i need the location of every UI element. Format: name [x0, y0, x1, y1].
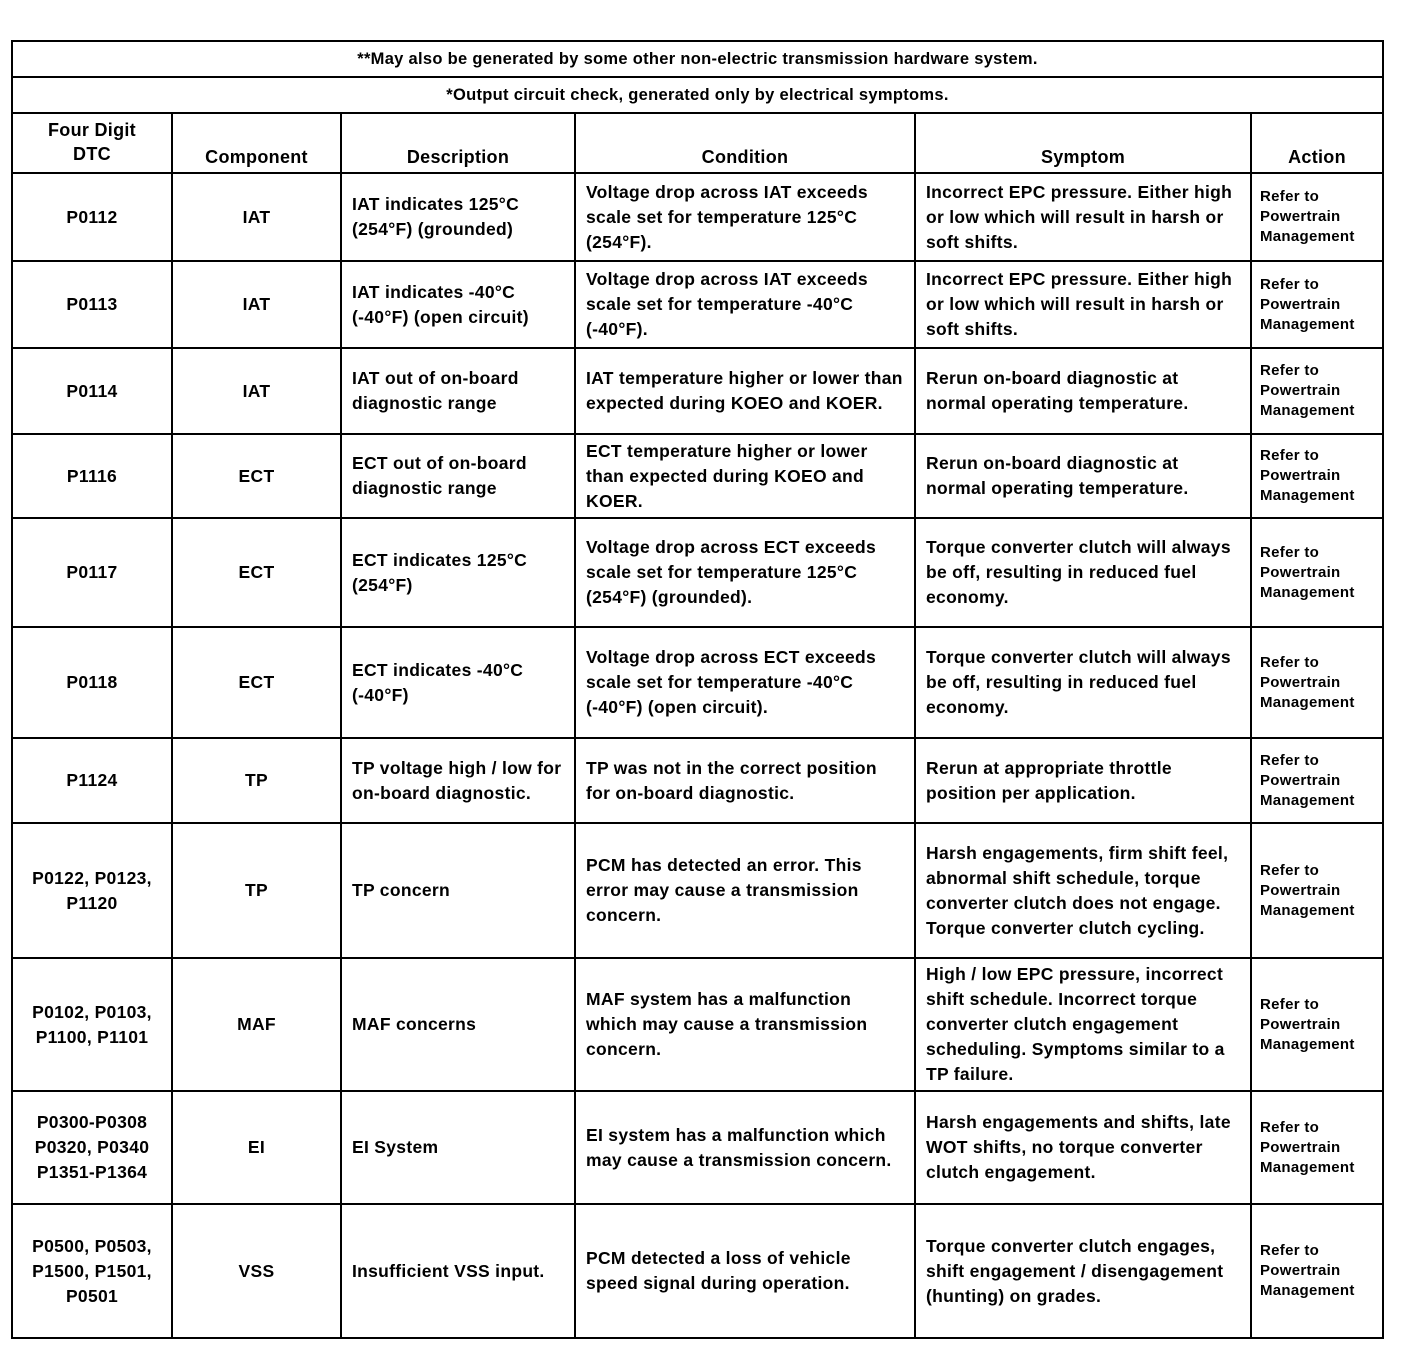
component-cell: MAF	[172, 958, 341, 1091]
condition-cell: ECT temperature higher or lower than expected during KOEO and KOER.	[575, 434, 915, 518]
table-row	[12, 518, 1383, 627]
dtc-cell: P0113	[12, 261, 172, 348]
dtc-cell: P0122, P0123, P1120	[12, 823, 172, 958]
action-cell: Refer to Powertrain Management	[1251, 627, 1383, 738]
symptom-cell: Rerun on-board diagnostic at normal operating temperature.	[915, 434, 1251, 518]
description-cell: MAF concerns	[341, 958, 575, 1091]
header-description: Description	[341, 113, 575, 173]
component-cell: ECT	[172, 627, 341, 738]
description-cell: ECT indicates 125°C (254°F)	[341, 518, 575, 627]
description-cell: IAT indicates 125°C (254°F) (grounded)	[341, 173, 575, 261]
condition-cell: TP was not in the correct position for on-board diagnostic.	[575, 738, 915, 823]
table-row	[12, 434, 1383, 518]
component-cell: TP	[172, 823, 341, 958]
dtc-cell: P0300-P0308 P0320, P0340 P1351-P1364	[12, 1091, 172, 1204]
component-cell: VSS	[172, 1204, 341, 1338]
condition-cell: EI system has a malfunction which may cause a transmission concern.	[575, 1091, 915, 1204]
condition-cell: Voltage drop across ECT exceeds scale set for temperature 125°C (254°F) (grounded).	[575, 518, 915, 627]
header-action: Action	[1251, 113, 1383, 173]
component-cell: EI	[172, 1091, 341, 1204]
action-cell: Refer to Powertrain Management	[1251, 958, 1383, 1091]
description-cell: ECT out of on-board diagnostic range	[341, 434, 575, 518]
condition-cell: IAT temperature higher or lower than expected during KOEO and KOER.	[575, 348, 915, 434]
dtc-cell: P1124	[12, 738, 172, 823]
condition-cell: PCM has detected an error. This error may cause a transmission concern.	[575, 823, 915, 958]
dtc-cell: P0112	[12, 173, 172, 261]
table-row	[12, 958, 1383, 1091]
dtc-cell: P0117	[12, 518, 172, 627]
dtc-cell: P0118	[12, 627, 172, 738]
symptom-cell: Incorrect EPC pressure. Either high or low which will result in harsh or soft shifts.	[915, 173, 1251, 261]
symptom-cell: Rerun at appropriate throttle position per application.	[915, 738, 1251, 823]
description-cell: Insufficient VSS input.	[341, 1204, 575, 1338]
description-cell: EI System	[341, 1091, 575, 1204]
dtc-cell: P0500, P0503, P1500, P1501, P0501	[12, 1204, 172, 1338]
component-cell: TP	[172, 738, 341, 823]
action-cell: Refer to Powertrain Management	[1251, 434, 1383, 518]
table-row	[12, 173, 1383, 261]
table-row	[12, 261, 1383, 348]
dtc-cell: P1116	[12, 434, 172, 518]
table-row	[12, 627, 1383, 738]
header-dtc: Four Digit DTC	[12, 113, 172, 173]
action-cell: Refer to Powertrain Management	[1251, 1204, 1383, 1338]
symptom-cell: Incorrect EPC pressure. Either high or low which will result in harsh or soft shifts.	[915, 261, 1251, 348]
description-cell: TP concern	[341, 823, 575, 958]
condition-cell: Voltage drop across IAT exceeds scale set for temperature 125°C (254°F).	[575, 173, 915, 261]
dtc-cell: P0114	[12, 348, 172, 434]
condition-cell: Voltage drop across IAT exceeds scale set for temperature -40°C (-40°F).	[575, 261, 915, 348]
dtc-cell: P0102, P0103, P1100, P1101	[12, 958, 172, 1091]
symptom-cell: Torque converter clutch will always be off, resulting in reduced fuel economy.	[915, 627, 1251, 738]
symptom-cell: Harsh engagements and shifts, late WOT shifts, no torque converter clutch engagement.	[915, 1091, 1251, 1204]
header-row	[12, 113, 1383, 173]
table-row	[12, 823, 1383, 958]
dtc-table	[11, 40, 1384, 1339]
description-cell: TP voltage high / low for on-board diagnostic.	[341, 738, 575, 823]
table-row	[12, 1204, 1383, 1338]
symptom-cell: Torque converter clutch engages, shift engagement / disengagement (hunting) on grades.	[915, 1204, 1251, 1338]
component-cell: IAT	[172, 173, 341, 261]
symptom-cell: Torque converter clutch will always be off, resulting in reduced fuel economy.	[915, 518, 1251, 627]
condition-cell: Voltage drop across ECT exceeds scale set for temperature -40°C (-40°F) (open circuit).	[575, 627, 915, 738]
footnote-double-asterisk: **May also be generated by some other non-electric transmission hardware system.	[12, 41, 1383, 77]
footnote-single-asterisk: *Output circuit check, generated only by electrical symptoms.	[12, 77, 1383, 113]
table-row	[12, 348, 1383, 434]
table-row	[12, 1091, 1383, 1204]
condition-cell: MAF system has a malfunction which may cause a transmission concern.	[575, 958, 915, 1091]
table-row	[12, 738, 1383, 823]
header-symptom: Symptom	[915, 113, 1251, 173]
action-cell: Refer to Powertrain Management	[1251, 261, 1383, 348]
description-cell: ECT indicates -40°C (-40°F)	[341, 627, 575, 738]
action-cell: Refer to Powertrain Management	[1251, 173, 1383, 261]
symptom-cell: High / low EPC pressure, incorrect shift schedule. Incorrect torque converter clutch engagement scheduling. Symptoms similar to a TP failure.	[915, 958, 1251, 1091]
component-cell: ECT	[172, 434, 341, 518]
component-cell: IAT	[172, 261, 341, 348]
header-condition: Condition	[575, 113, 915, 173]
symptom-cell: Harsh engagements, firm shift feel, abnormal shift schedule, torque converter clutch does not engage. Torque converter clutch cycling.	[915, 823, 1251, 958]
action-cell: Refer to Powertrain Management	[1251, 738, 1383, 823]
symptom-cell: Rerun on-board diagnostic at normal operating temperature.	[915, 348, 1251, 434]
component-cell: IAT	[172, 348, 341, 434]
header-component: Component	[172, 113, 341, 173]
description-cell: IAT out of on-board diagnostic range	[341, 348, 575, 434]
action-cell: Refer to Powertrain Management	[1251, 823, 1383, 958]
condition-cell: PCM detected a loss of vehicle speed signal during operation.	[575, 1204, 915, 1338]
description-cell: IAT indicates -40°C (-40°F) (open circuit)	[341, 261, 575, 348]
action-cell: Refer to Powertrain Management	[1251, 518, 1383, 627]
action-cell: Refer to Powertrain Management	[1251, 1091, 1383, 1204]
component-cell: ECT	[172, 518, 341, 627]
action-cell: Refer to Powertrain Management	[1251, 348, 1383, 434]
